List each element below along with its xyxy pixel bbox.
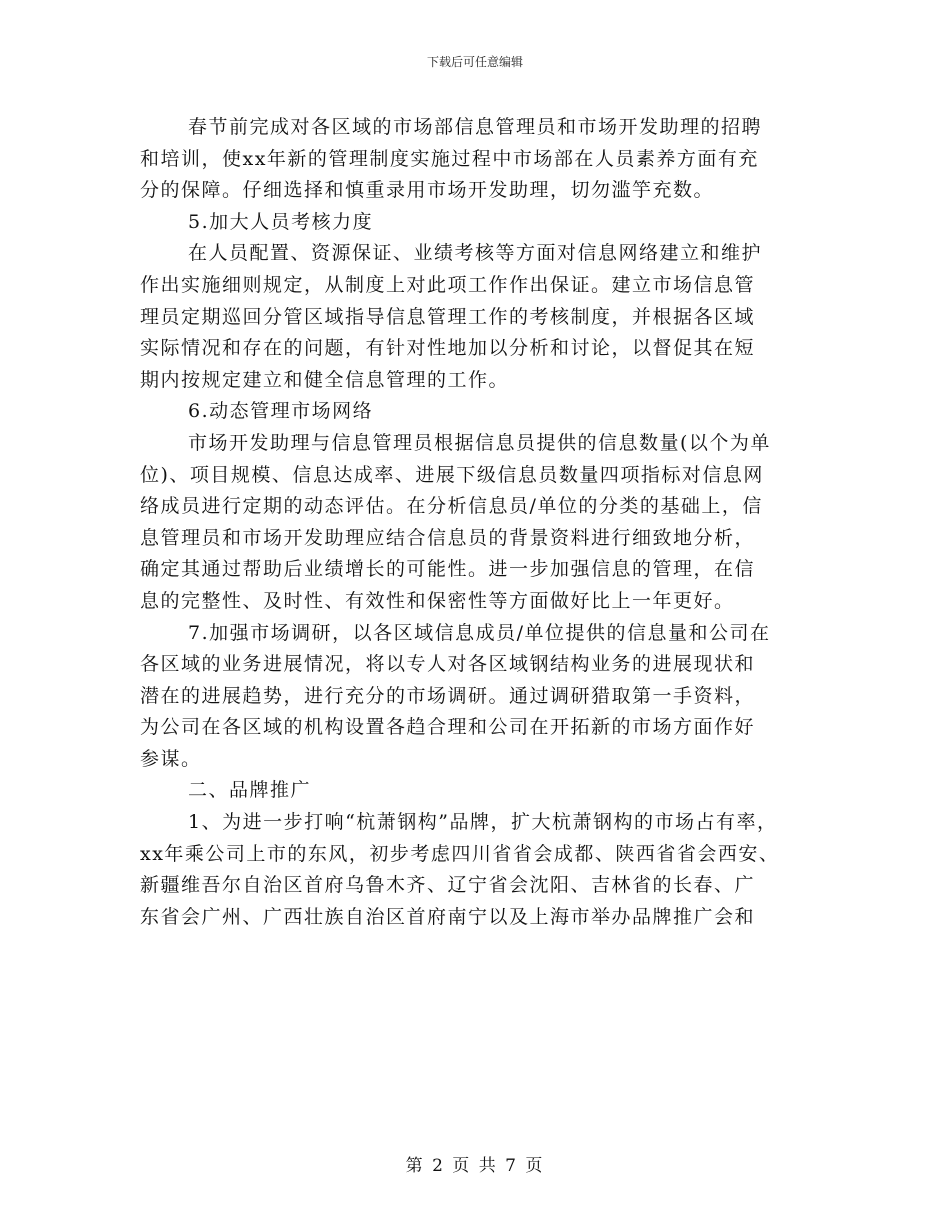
text-line: 期内按规定建立和健全信息管理的工作。 — [140, 368, 510, 391]
text-line: 新疆维吾尔自治区首府乌鲁木齐、辽宁省会沈阳、吉林省的长春、广 — [140, 874, 756, 897]
text-line: 息的完整性、及时性、有效性和保密性等方面做好比上一年更好。 — [140, 589, 735, 612]
text-line: 理员定期巡回分管区域指导信息管理工作的考核制度，并根据各区域 — [140, 305, 756, 328]
text-line: 7.加强市场调研，以各区域信息成员/单位提供的信息量和公司在 — [188, 621, 771, 644]
text-line: 春节前完成对各区域的市场部信息管理员和市场开发助理的招聘 — [188, 116, 763, 138]
page-header: 下载后可任意编辑 — [426, 55, 523, 69]
text-line: 息管理员和市场开发助理应结合信息员的背景资料进行细致地分析， — [140, 526, 756, 549]
text-line: 实际情况和存在的问题，有针对性地加以分析和讨论，以督促其在短 — [140, 337, 756, 360]
text-line: 市场开发助理与信息管理员根据信息员提供的信息数量(以个为单 — [188, 431, 771, 454]
text-line: 东省会广州、广西壮族自治区首府南宁以及上海市举办品牌推广会和 — [140, 905, 756, 928]
text-line: xx年乘公司上市的东风，初步考虑四川省省会成都、陕西省省会西安、 — [140, 842, 780, 865]
text-line: 位)、项目规模、信息达成率、进展下级信息员数量四项指标对信息网 — [140, 463, 764, 486]
text-line: 二、品牌推广 — [188, 779, 312, 802]
text-line: 潜在的进展趋势，进行充分的市场调研。通过调研猎取第一手资料， — [140, 684, 756, 707]
text-line: 确定其通过帮助后业绩增长的可能性。进一步加强信息的管理，在信 — [140, 558, 756, 581]
text-line: 和培训，使xx年新的管理制度实施过程中市场部在人员素养方面有充 — [140, 147, 759, 170]
text-line: 1、为进一步打响“杭萧钢构”品牌，扩大杭萧钢构的市场占有率， — [188, 811, 778, 834]
text-line: 在人员配置、资源保证、业绩考核等方面对信息网络建立和维护 — [188, 242, 763, 265]
text-line: 作出实施细则规定，从制度上对此项工作作出保证。建立市场信息管 — [140, 273, 756, 296]
text-line: 为公司在各区域的机构设置各趋合理和公司在开拓新的市场方面作好 — [140, 716, 756, 739]
text-line: 络成员进行定期的动态评估。在分析信息员/单位的分类的基础上，信 — [140, 495, 763, 518]
document-body — [140, 112, 810, 933]
text-line: 6.动态管理市场网络 — [188, 400, 374, 423]
text-line: 5.加大人员考核力度 — [188, 210, 374, 233]
page-footer: 第 2 页 共 7 页 — [405, 1156, 545, 1176]
text-line: 参谋。 — [140, 747, 202, 770]
text-line: 各区域的业务进展情况，将以专人对各区域钢结构业务的进展现状和 — [140, 653, 756, 676]
text-line: 分的保障。仔细选择和慎重录用市场开发助理，切勿滥竽充数。 — [140, 179, 715, 202]
